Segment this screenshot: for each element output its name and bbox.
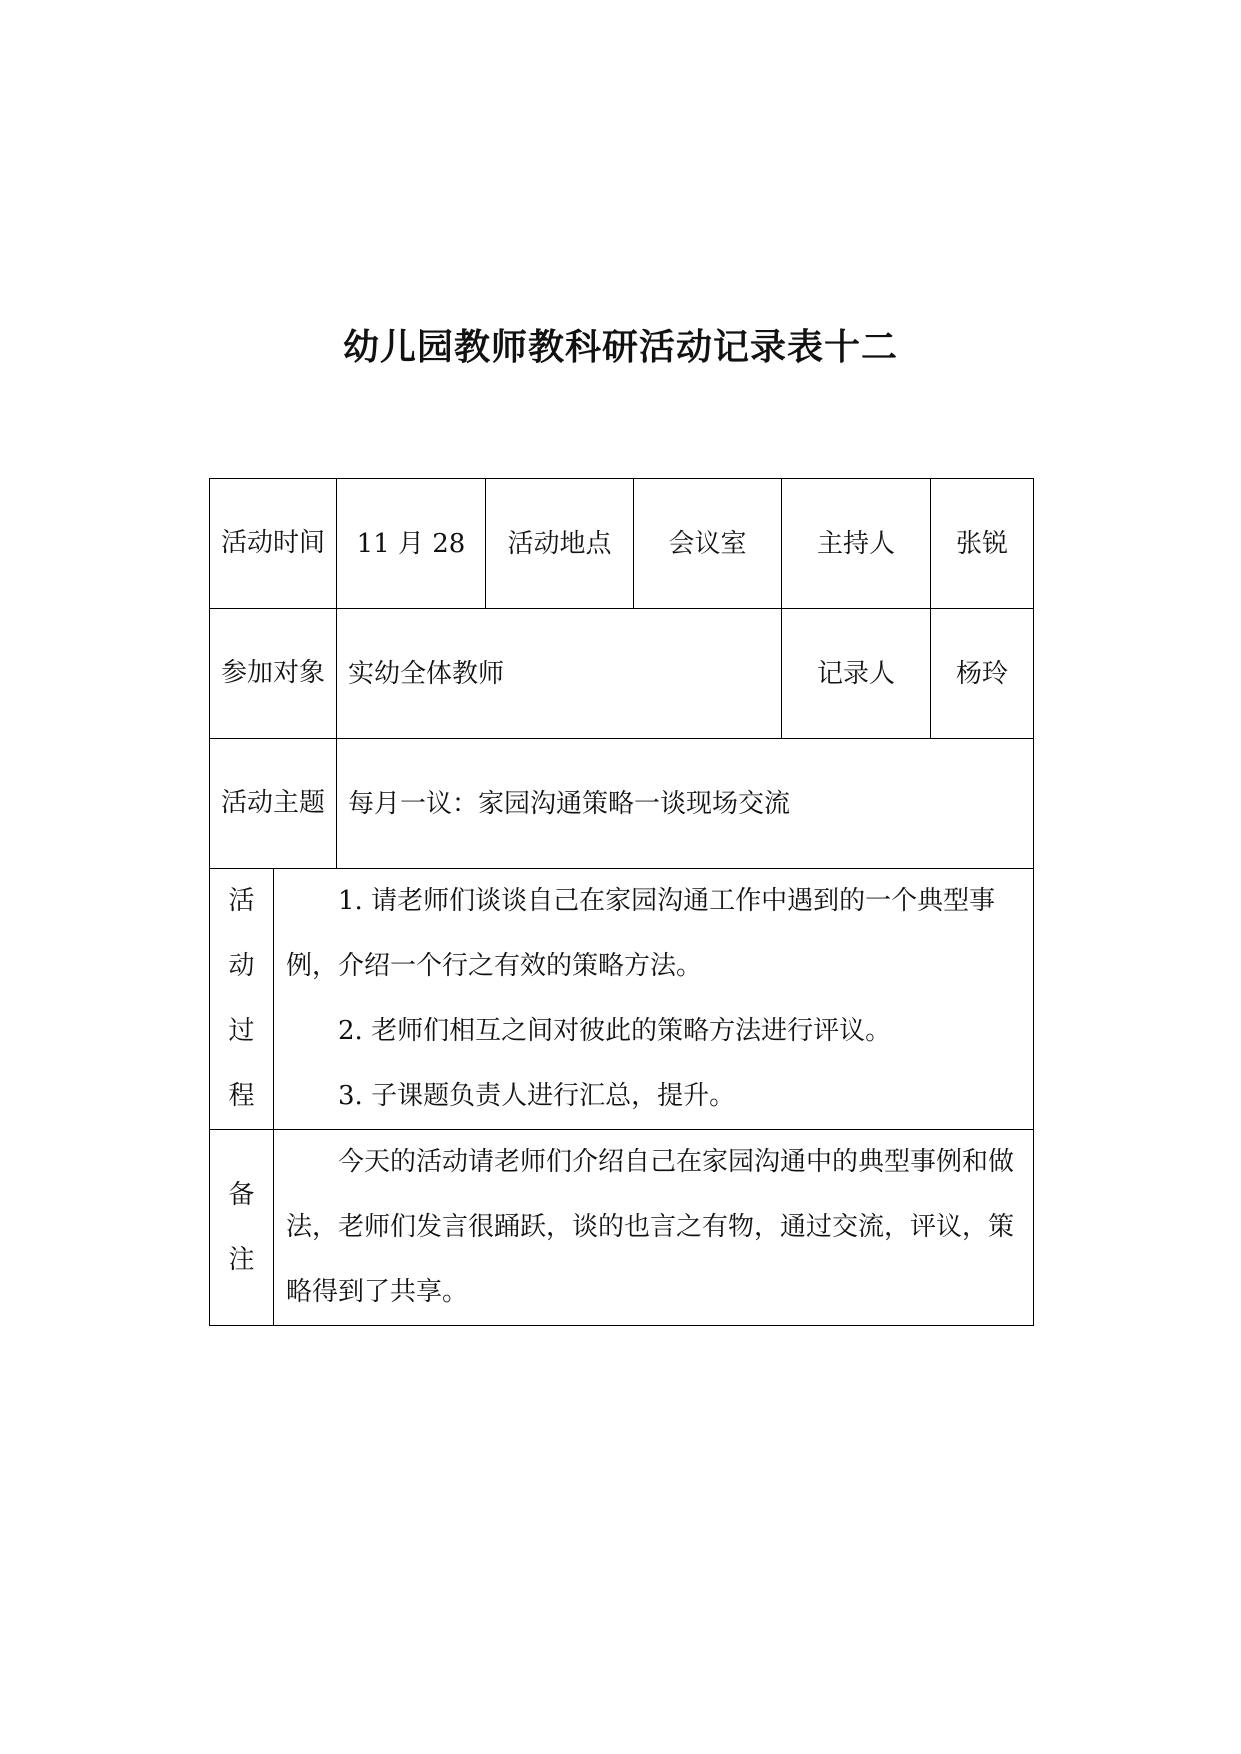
recorder-value: 杨玲 xyxy=(956,658,1009,689)
recorder-label-cell xyxy=(782,609,931,739)
remarks-label: 备注 xyxy=(228,1179,255,1275)
table-row-time xyxy=(210,479,1034,609)
host-label: 主持人 xyxy=(817,528,896,559)
remarks-label-cell xyxy=(210,1130,274,1326)
host-value-cell xyxy=(931,479,1034,609)
process-content-cell xyxy=(274,869,1034,1130)
process-item-2: 2. 老师们相互之间对彼此的策略方法进行评议。 xyxy=(338,1016,892,1046)
place-value-cell xyxy=(634,479,782,609)
host-value: 张锐 xyxy=(956,528,1009,559)
theme-value: 每月一议：家园沟通策略一谈现场交流 xyxy=(348,788,791,819)
participants-label: 参加对象 xyxy=(221,658,326,688)
table-row-remarks xyxy=(210,1130,1034,1326)
host-label-cell xyxy=(782,479,931,609)
theme-label: 活动主题 xyxy=(221,788,326,818)
recorder-value-cell xyxy=(931,609,1034,739)
activity-record-table xyxy=(209,478,1034,1326)
participants-value: 实幼全体教师 xyxy=(348,658,505,689)
table-row-participants xyxy=(210,609,1034,739)
participants-label-cell xyxy=(210,609,337,739)
theme-label-cell xyxy=(210,739,337,869)
remarks-text: 今天的活动请老师们介绍自己在家园沟通中的典型事例和做法，老师们发言很踊跃，谈的也言之有物，通过交流，评议，策略得到了共享。 xyxy=(286,1147,1015,1307)
process-label-cell xyxy=(210,869,274,1130)
process-label: 活动过程 xyxy=(228,886,255,1111)
participants-value-cell xyxy=(337,609,782,739)
process-item-3: 3. 子课题负责人进行汇总，提升。 xyxy=(338,1081,736,1111)
table-row-process xyxy=(210,869,1034,1130)
place-value: 会议室 xyxy=(668,528,747,559)
time-label: 活动时间 xyxy=(221,528,326,558)
theme-value-cell xyxy=(337,739,1034,869)
place-label: 活动地点 xyxy=(507,528,612,559)
time-value-cell xyxy=(337,479,486,609)
table-row-theme xyxy=(210,739,1034,869)
document-title: 幼儿园教师教科研活动记录表十二 xyxy=(342,327,898,368)
time-value: 11 月 28 xyxy=(356,528,466,559)
time-label-cell xyxy=(210,479,337,609)
remarks-content-cell xyxy=(274,1130,1034,1326)
process-item-1: 1. 请老师们谈谈自己在家园沟通工作中遇到的一个典型事例，介绍一个行之有效的策略方法。 xyxy=(286,886,996,981)
place-label-cell xyxy=(486,479,634,609)
recorder-label: 记录人 xyxy=(817,658,896,689)
